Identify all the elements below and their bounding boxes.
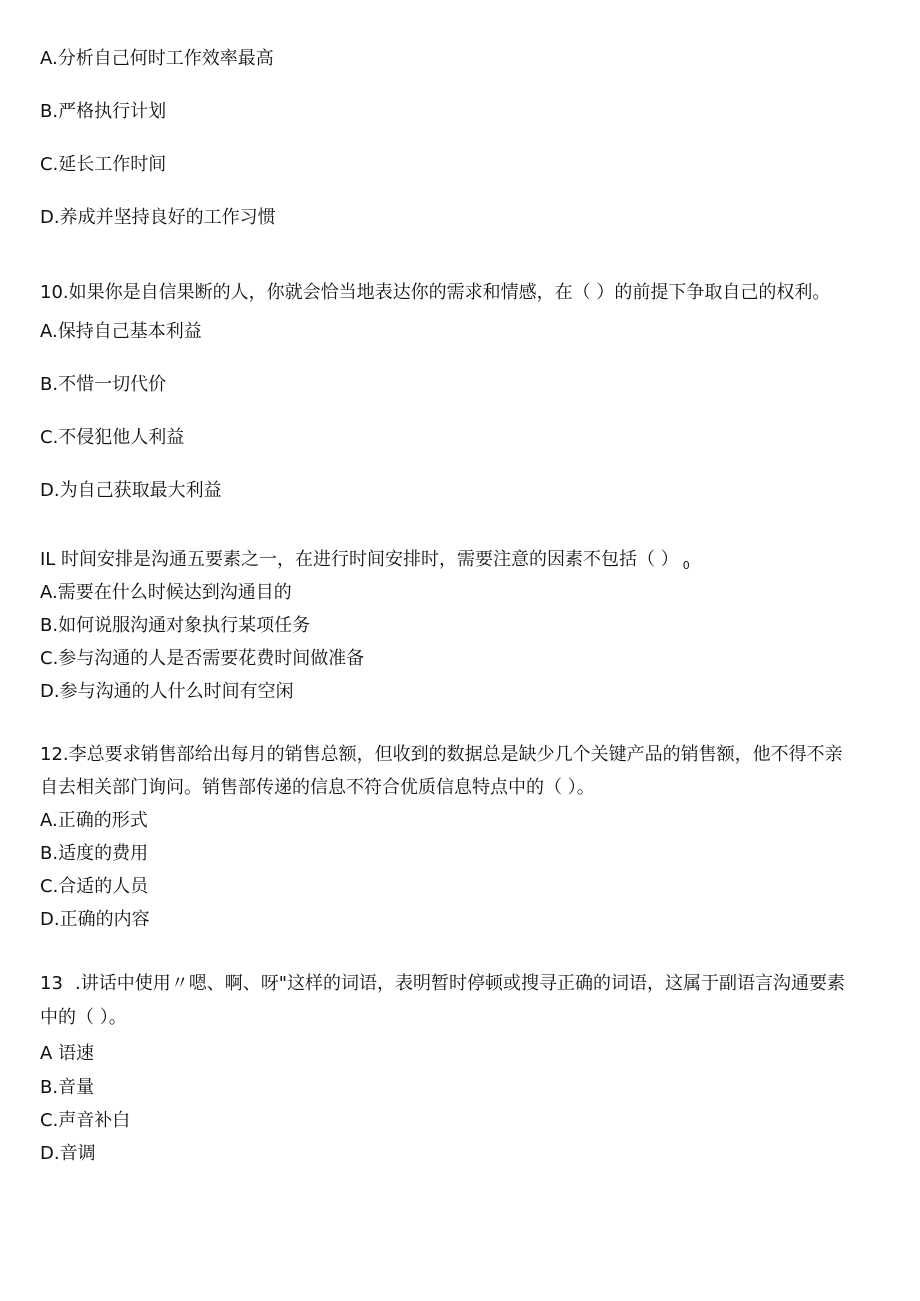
q12-option-c: C.合适的人员 xyxy=(40,876,149,897)
q11-stem-text: IL 时间安排是沟通五要素之一，在进行时间安排时，需要注意的因素不包括（ ） xyxy=(40,549,679,570)
q12-option-b: B.适度的费用 xyxy=(40,843,149,864)
q10-option-c: C.不侵犯他人利益 xyxy=(40,427,185,448)
q9-option-d: D.养成并坚持良好的工作习惯 xyxy=(40,207,276,228)
q10-option-d: D.为自己获取最大利益 xyxy=(40,480,222,501)
q13-stem-line2: 中的（ ）。 xyxy=(40,1007,127,1028)
q9-option-a: A.分析自己何时工作效率最高 xyxy=(40,48,274,69)
q12-option-a: A.正确的形式 xyxy=(40,810,148,831)
q12-stem-line1: 12.李总要求销售部给出每月的销售总额，但收到的数据总是缺少几个关键产品的销售额，他不得不亲 xyxy=(40,744,843,765)
q11-stem-tail: 0 xyxy=(682,559,690,572)
q13-option-d: D.音调 xyxy=(40,1143,96,1164)
q11-option-c: C.参与沟通的人是否需要花费时间做准备 xyxy=(40,648,365,669)
q12-stem-line2: 自去相关部门询问。销售部传递的信息不符合优质信息特点中的（ ）。 xyxy=(40,777,595,798)
q11-option-d: D.参与沟通的人什么时间有空闲 xyxy=(40,681,294,702)
q13-option-a: A 语速 xyxy=(40,1043,95,1064)
q9-option-c: C.延长工作时间 xyxy=(40,154,167,175)
q13-stem-line1: .讲话中使用〃嗯、啊、呀"这样的词语，表明暂时停顿或搜寻正确的词语，这属于副语言沟通要素 xyxy=(75,973,845,994)
q9-option-b: B.严格执行计划 xyxy=(40,101,167,122)
q11-stem xyxy=(40,548,690,574)
q10-option-a: A.保持自己基本利益 xyxy=(40,321,202,342)
q12-option-d: D.正确的内容 xyxy=(40,909,150,930)
q10-stem: 10.如果你是自信果断的人，你就会恰当地表达你的需求和情感，在（ ）的前提下争取自己的权利。 xyxy=(40,282,831,303)
q10-option-b: B.不惜一切代价 xyxy=(40,374,167,395)
q11-option-a: A.需要在什么时候达到沟通目的 xyxy=(40,582,292,603)
q11-option-b: B.如何说服沟通对象执行某项任务 xyxy=(40,615,311,636)
q13-option-b: B.音量 xyxy=(40,1077,95,1098)
q13-option-c: C.声音补白 xyxy=(40,1110,131,1131)
q13-number: 13 xyxy=(40,973,63,994)
